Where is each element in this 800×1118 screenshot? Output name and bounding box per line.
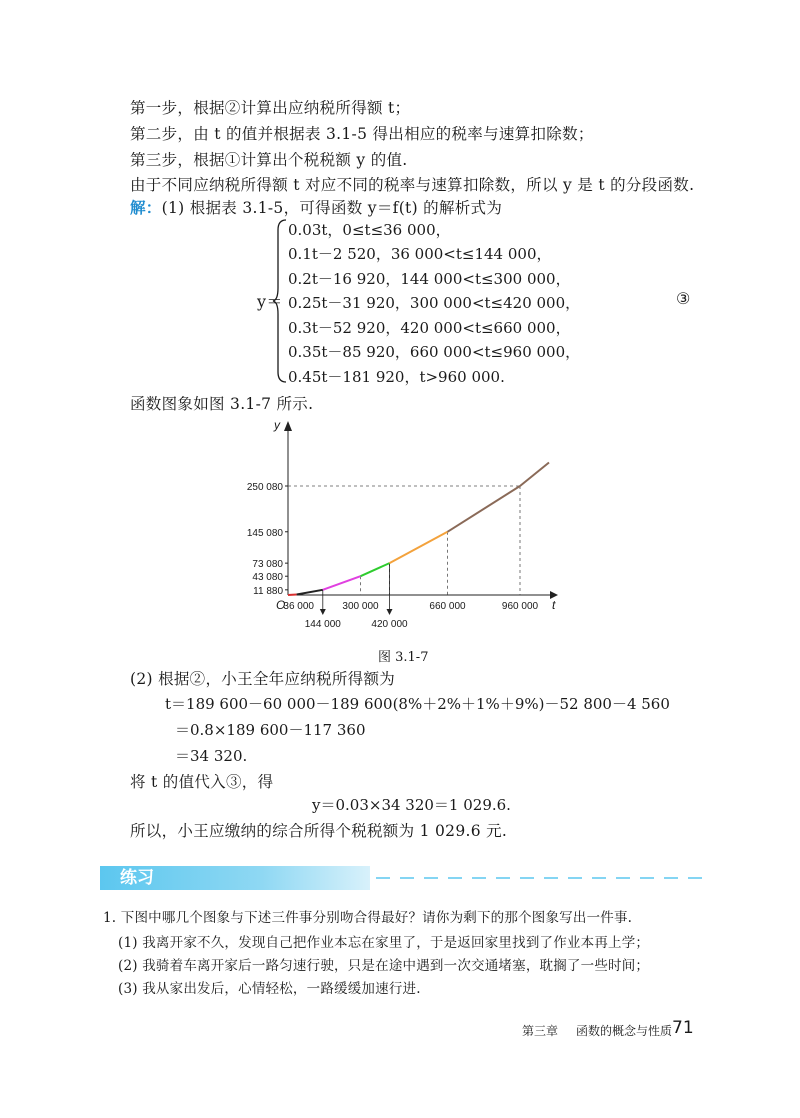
footer-chapter: 第三章 bbox=[522, 1024, 559, 1038]
equation-number: ③ bbox=[676, 289, 691, 308]
case-2: 0.1t－2 520，36 000<t≤144 000， bbox=[288, 245, 552, 263]
origin-label: O bbox=[276, 598, 286, 612]
y-axis-label: y bbox=[274, 418, 280, 432]
piecewise-reason: 由于不同应纳税所得额 t 对应不同的税率与速算扣除数，所以 y 是 t 的分段函数. bbox=[130, 176, 695, 194]
part1-intro: (1) 根据表 3.1-5，可得函数 y＝f(t) 的解析式为 bbox=[161, 199, 503, 217]
exercise-question-1: 1. 下图中哪几个图象与下述三件事分别吻合得最好？请你为剩下的那个图象写出一件事. bbox=[103, 910, 633, 926]
x-axis-label: t bbox=[552, 598, 556, 612]
series-segment-3 bbox=[323, 576, 361, 590]
case-1: 0.03t，0≤t≤36 000， bbox=[288, 221, 451, 239]
x-tick-label-top: 36 000 bbox=[283, 601, 314, 612]
x-tick-label-bottom: 420 000 bbox=[371, 619, 408, 630]
case-7: 0.45t－181 920，t>960 000. bbox=[288, 368, 505, 386]
exercise-dash-line bbox=[376, 877, 706, 879]
calc-line-1: t＝189 600－60 000－189 600(8%＋2%＋1%＋9%)－52 800－4 560 bbox=[165, 695, 670, 713]
part2-intro: (2) 根据②，小王全年应纳税所得额为 bbox=[130, 670, 396, 688]
case-3: 0.2t－16 920，144 000<t≤300 000， bbox=[288, 270, 571, 288]
down-arrow-head-2 bbox=[387, 609, 393, 615]
x-tick-label-top: 960 000 bbox=[501, 601, 539, 612]
y-tick-label: 250 080 bbox=[246, 482, 283, 493]
series-segment-6 bbox=[448, 486, 521, 532]
exercise-item-1: (1) 我离开家不久，发现自己把作业本忘在家里了，于是返回家里找到了作业本再上学； bbox=[118, 935, 650, 951]
graph-intro: 函数图象如图 3.1-7 所示. bbox=[130, 395, 314, 413]
solution-part1 bbox=[130, 196, 502, 218]
x-tick-label-bottom: 144 000 bbox=[304, 619, 341, 630]
x-tick-label-top: 660 000 bbox=[429, 601, 466, 612]
step-1: 第一步，根据②计算出应纳税所得额 t； bbox=[130, 99, 411, 117]
exercise-item-3: (3) 我从家出发后，心情轻松，一路缓缓加速行进. bbox=[118, 981, 421, 997]
step-2: 第二步，由 t 的值并根据表 3.1-5 得出相应的税率与速算扣除数； bbox=[130, 125, 594, 143]
down-arrow-head-1 bbox=[320, 609, 326, 615]
series-segment-5 bbox=[390, 532, 448, 563]
series-segment-2 bbox=[297, 590, 323, 595]
calc-line-2: ＝0.8×189 600－117 360 bbox=[175, 721, 366, 739]
y-equals: y＝ bbox=[257, 292, 283, 311]
footer-chapter-title: 函数的概念与性质 bbox=[576, 1024, 673, 1038]
y-tick-label: 145 080 bbox=[246, 527, 283, 539]
exercise-title: 练习 bbox=[120, 868, 154, 888]
substitute-text: 将 t 的值代入③，得 bbox=[130, 773, 274, 791]
exercise-item-2: (2) 我骑着车离开家后一路匀速行驶，只是在途中遇到一次交通堵塞，耽搁了一些时间； bbox=[118, 958, 650, 974]
case-5: 0.3t－52 920，420 000<t≤660 000， bbox=[288, 319, 571, 337]
result-equation: y＝0.03×34 320＝1 029.6. bbox=[312, 796, 511, 814]
conclusion: 所以，小王应缴纳的综合所得个税税额为 1 029.6 元. bbox=[130, 822, 508, 840]
page-number: 71 bbox=[672, 1018, 694, 1038]
y-tick-label: 43 080 bbox=[252, 572, 283, 584]
case-6: 0.35t－85 920，660 000<t≤960 000， bbox=[288, 343, 581, 361]
calc-line-3: ＝34 320. bbox=[175, 747, 248, 765]
series-segment-7 bbox=[520, 463, 549, 487]
solution-label: 解： bbox=[130, 198, 162, 217]
case-4: 0.25t－31 920，300 000<t≤420 000， bbox=[288, 294, 581, 312]
series-segment-1 bbox=[288, 595, 297, 596]
y-tick-label: 11 880 bbox=[253, 585, 283, 597]
tax-function-graph bbox=[230, 415, 570, 637]
y-tick-label: 73 080 bbox=[252, 559, 283, 571]
figure-caption: 图 3.1-7 bbox=[378, 650, 429, 665]
y-axis-arrow bbox=[284, 421, 292, 431]
x-tick-label-top: 300 000 bbox=[342, 601, 379, 612]
step-3: 第三步，根据①计算出个税税额 y 的值. bbox=[130, 151, 408, 169]
series-segment-4 bbox=[361, 563, 390, 576]
